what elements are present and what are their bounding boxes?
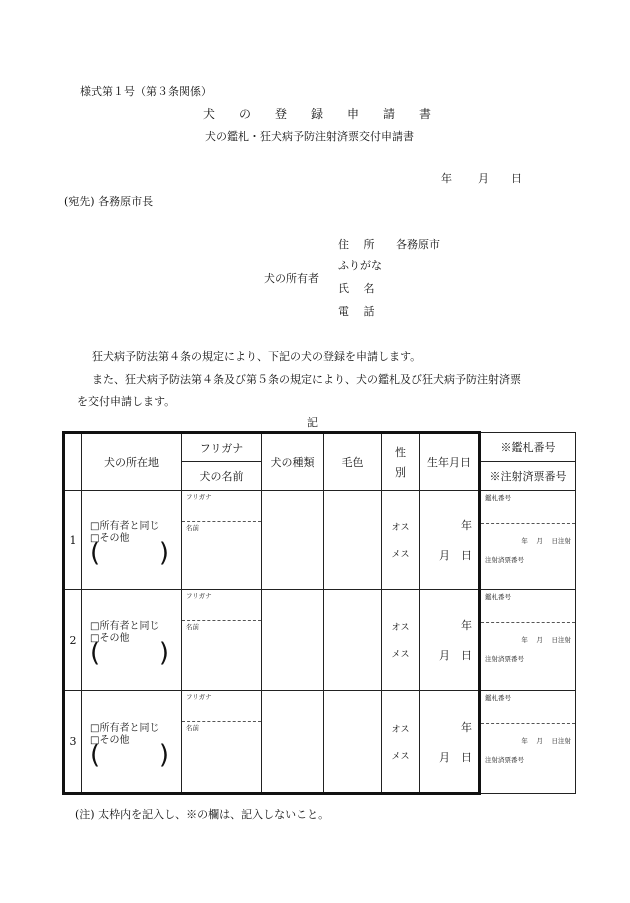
sex-female[interactable]: メス <box>391 751 410 762</box>
color-cell[interactable] <box>324 691 382 794</box>
breed-cell[interactable] <box>262 691 324 794</box>
owner-label: 犬の所有者 <box>264 272 319 285</box>
header-birth: 生年月日 <box>420 433 480 491</box>
date-year: 年 <box>441 172 452 185</box>
ki-label: 記 <box>307 416 318 429</box>
form-title: 犬 の 登 録 申 請 書 <box>203 107 432 121</box>
sex-female[interactable]: メス <box>391 550 410 560</box>
header-sex-2: 別 <box>395 466 406 479</box>
footnote: (注) 太枠内を記入し、※の欄は、記入しないこと。 <box>75 808 330 821</box>
header-dog-name: 犬の名前 <box>182 462 262 491</box>
header-vacc-no: ※注射済票番号 <box>480 462 576 491</box>
color-cell[interactable] <box>324 590 382 691</box>
dog-name-cell[interactable] <box>182 491 262 590</box>
addressee: (宛先) 各務原市長 <box>64 195 154 208</box>
breed-cell[interactable] <box>262 491 324 590</box>
furigana-label: フリガナ <box>182 590 261 621</box>
sex-cell[interactable] <box>382 491 420 590</box>
table-row <box>64 691 576 794</box>
paren-right: ) <box>158 739 169 770</box>
sex-male[interactable]: オス <box>391 724 410 735</box>
furigana-label: フリガナ <box>182 691 261 722</box>
tag-cell <box>480 691 576 794</box>
date-month: 月 <box>478 172 489 185</box>
tag-cell <box>480 491 576 590</box>
table-row <box>64 590 576 691</box>
row-number: 2 <box>64 590 82 691</box>
name-label: 名前 <box>186 524 199 532</box>
header-furigana: フリガナ <box>182 433 262 462</box>
paren-left: ( <box>90 739 101 770</box>
birth-cell[interactable] <box>420 590 480 691</box>
owner-address-label: 住 所 <box>338 238 375 251</box>
birth-month-day: 月 日 <box>439 750 472 764</box>
form-number: 様式第１号（第３条関係） <box>80 85 212 98</box>
option-other[interactable]: □その他 <box>90 734 130 746</box>
header-sex <box>382 433 420 491</box>
body-line-2: また、狂犬病予防法第４条及び第５条の規定により、犬の鑑札及び狂犬病予防注射済票 <box>92 373 521 386</box>
sex-female[interactable]: メス <box>391 650 410 660</box>
sex-cell[interactable] <box>382 590 420 691</box>
color-cell[interactable] <box>324 491 382 590</box>
owner-name-label: 氏 名 <box>338 282 375 295</box>
header-tag-no: ※鑑札番号 <box>480 433 576 462</box>
birth-year: 年 <box>461 519 472 532</box>
birth-year: 年 <box>461 720 472 734</box>
paren-left: ( <box>90 638 101 668</box>
owner-address-value: 各務原市 <box>396 238 440 251</box>
option-other[interactable]: □その他 <box>90 633 130 644</box>
header-color: 毛色 <box>324 433 382 491</box>
header-location: 犬の所在地 <box>82 433 182 491</box>
table-row <box>64 491 576 590</box>
body-line-3: を交付申請します。 <box>77 395 176 408</box>
vacc-label: 注射済票番号 <box>485 756 524 764</box>
vacc-label: 注射済票番号 <box>485 556 524 564</box>
birth-cell[interactable] <box>420 691 480 794</box>
name-label: 名前 <box>186 623 199 631</box>
vacc-date: 年 月 日注射 <box>521 737 571 745</box>
location-cell[interactable] <box>82 590 182 691</box>
registration-table <box>62 431 576 795</box>
sex-cell[interactable] <box>382 691 420 794</box>
header-num <box>64 433 82 491</box>
birth-year: 年 <box>461 619 472 632</box>
vacc-label: 注射済票番号 <box>485 655 524 663</box>
location-cell[interactable] <box>82 491 182 590</box>
tag-label: 鑑札番号 <box>481 491 575 524</box>
birth-month-day: 月 日 <box>439 649 472 662</box>
form-subtitle: 犬の鑑札・狂犬病予防注射済票交付申請書 <box>205 130 414 143</box>
location-cell[interactable] <box>82 691 182 794</box>
header-breed: 犬の種類 <box>262 433 324 491</box>
date-day: 日 <box>511 172 522 185</box>
option-same-owner[interactable]: □所有者と同じ <box>90 722 160 734</box>
name-label: 名前 <box>186 724 199 732</box>
tag-label: 鑑札番号 <box>481 590 575 623</box>
header-sex-1: 性 <box>395 446 406 459</box>
row-number: 3 <box>64 691 82 794</box>
breed-cell[interactable] <box>262 590 324 691</box>
vacc-date: 年 月 日注射 <box>521 537 571 545</box>
dog-name-cell[interactable] <box>182 691 262 794</box>
option-other[interactable]: □その他 <box>90 533 130 544</box>
dog-name-cell[interactable] <box>182 590 262 691</box>
birth-month-day: 月 日 <box>439 549 472 562</box>
owner-kana-label: ふりがな <box>338 259 382 272</box>
sex-male[interactable]: オス <box>391 623 410 633</box>
option-same-owner[interactable]: □所有者と同じ <box>90 521 160 532</box>
sex-male[interactable]: オス <box>391 523 410 533</box>
row-number: 1 <box>64 491 82 590</box>
tag-cell <box>480 590 576 691</box>
paren-right: ) <box>158 638 169 668</box>
birth-cell[interactable] <box>420 491 480 590</box>
tag-label: 鑑札番号 <box>481 691 575 724</box>
furigana-label: フリガナ <box>182 491 261 522</box>
vacc-date: 年 月 日注射 <box>521 636 571 644</box>
owner-phone-label: 電 話 <box>338 305 375 318</box>
paren-left: ( <box>90 538 101 568</box>
option-same-owner[interactable]: □所有者と同じ <box>90 621 160 632</box>
body-line-1: 狂犬病予防法第４条の規定により、下記の犬の登録を申請します。 <box>92 350 422 363</box>
paren-right: ) <box>158 538 169 568</box>
